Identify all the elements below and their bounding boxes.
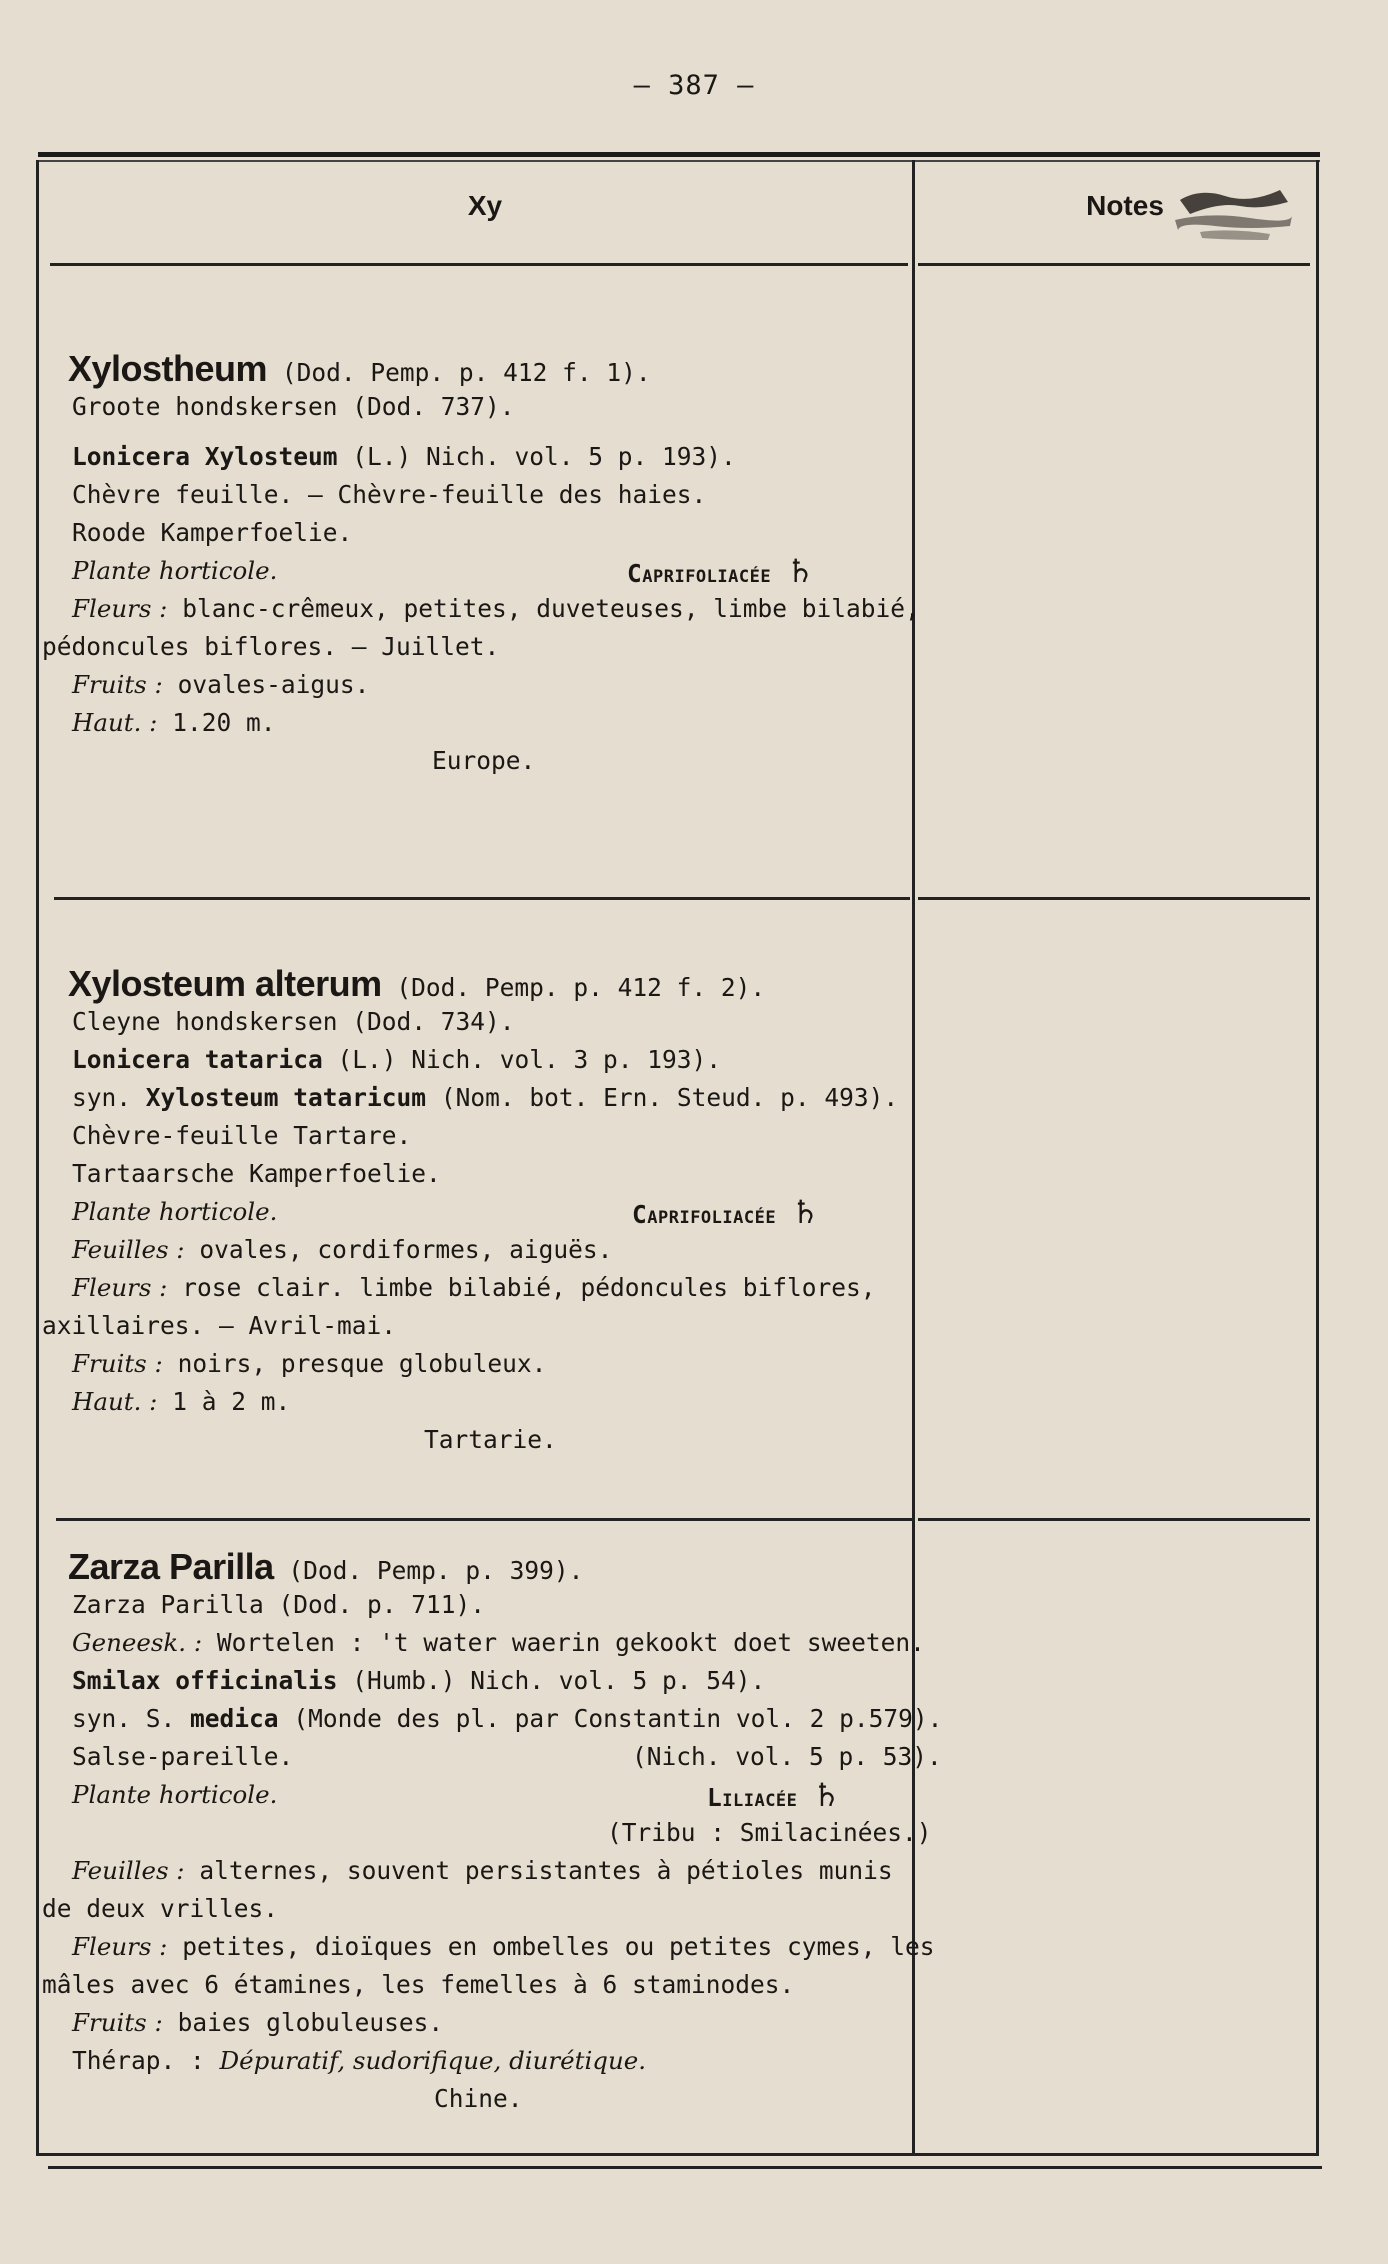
entry-divider-right [918, 1518, 1310, 1521]
feuilles-text: alternes, souvent persistantes à pétioles munis [199, 1856, 893, 1885]
fleurs-text: petites, dioïques en ombelles ou petites cymes, les [182, 1932, 935, 1961]
botanical-name: Smilax officinalis [72, 1666, 338, 1695]
plante-label: Plante horticole. [72, 1780, 278, 1809]
entry-line: Tartaarsche Kamperfoelie. [72, 1159, 441, 1188]
column-divider [912, 160, 915, 2155]
header-divider-left [50, 263, 908, 266]
entry-title-ref: (Dod. Pemp. p. 399). [288, 1556, 584, 1585]
haut-text: 1 à 2 m. [172, 1387, 291, 1416]
fruits-label: Fruits : [72, 1349, 163, 1378]
shrub-symbol-icon: ♄ [790, 1193, 820, 1231]
synonym-ref: (Nom. bot. Ern. Steud. p. 493). [440, 1083, 899, 1112]
fruits-text: noirs, presque globuleux. [177, 1349, 547, 1378]
fleurs-text: rose clair. limbe bilabié, pédoncules biflores, [182, 1273, 876, 1302]
origin: Chine. [434, 2084, 523, 2113]
entry-line: Cleyne hondskersen (Dod. 734). [72, 1007, 515, 1036]
plante-label: Plante horticole. [72, 1197, 278, 1226]
botanical-name: Lonicera Xylosteum [72, 442, 338, 471]
feuilles-label: Feuilles : [72, 1235, 185, 1264]
column-header-notes: Notes [1086, 190, 1164, 221]
fruits-label: Fruits : [72, 670, 163, 699]
origin: Tartarie. [424, 1425, 557, 1454]
geneesk-label: Geneesk. : [72, 1628, 203, 1657]
family-name: Caprifoliacée [627, 559, 772, 588]
therap-text: Dépuratif, sudorifique, diurétique. [219, 2046, 647, 2075]
ink-smudge-icon [1170, 180, 1295, 245]
feuilles-continuation: de deux vrilles. [42, 1894, 279, 1923]
entry-divider-left [56, 1518, 912, 1521]
table-right-border [1316, 160, 1319, 2155]
feuilles-text: ovales, cordiformes, aiguës. [199, 1235, 613, 1264]
table-top-rule-thin [38, 160, 1320, 162]
syn-prefix: syn. S. [72, 1704, 176, 1733]
fleurs-continuation: pédoncules biflores. — Juillet. [42, 632, 500, 661]
botanical-ref: (Humb.) Nich. vol. 5 p. 54). [352, 1666, 766, 1695]
fleurs-label: Fleurs : [72, 1932, 168, 1961]
entry-title-ref: (Dod. Pemp. p. 412 f. 2). [396, 973, 766, 1002]
common-name-ref: (Nich. vol. 5 p. 53). [632, 1742, 942, 1771]
fleurs-label: Fleurs : [72, 594, 168, 623]
table-bottom-border [36, 2153, 1319, 2156]
table-top-rule [38, 152, 1320, 157]
family-name: Liliacée [707, 1783, 798, 1812]
geneesk-text: Wortelen : 't water waerin gekookt doet sweeten. [216, 1628, 925, 1657]
entry-divider-left [54, 897, 910, 900]
fleurs-text: blanc-crêmeux, petites, duveteuses, limbe bilabié, [182, 594, 920, 623]
shrub-symbol-icon: ♄ [785, 552, 815, 590]
entry-xylostheum [42, 348, 920, 780]
page-bottom-rule [48, 2166, 1322, 2169]
haut-label: Haut. : [72, 708, 158, 737]
entry-line: Roode Kamperfoelie. [72, 518, 353, 547]
entry-title: Xylosteum alterum [68, 963, 382, 1004]
fruits-text: ovales-aigus. [177, 670, 370, 699]
therap-label: Thérap. : [72, 2046, 205, 2075]
entry-line: Chèvre-feuille Tartare. [72, 1121, 412, 1150]
entry-line: Chèvre feuille. — Chèvre-feuille des haies. [72, 480, 707, 509]
page-number: — 387 — [633, 70, 755, 101]
header-divider-right [918, 263, 1310, 266]
haut-text: 1.20 m. [172, 708, 276, 737]
entry-title: Xylostheum [68, 348, 268, 389]
shrub-symbol-icon: ♄ [812, 1776, 841, 1814]
entry-line: Groote hondskersen (Dod. 737). [72, 392, 515, 421]
entry-title: Zarza Parilla [68, 1546, 274, 1587]
entry-line: Zarza Parilla (Dod. p. 711). [72, 1590, 486, 1619]
entry-line: Salse-pareille. [72, 1742, 294, 1771]
botanical-ref: (L.) Nich. vol. 3 p. 193). [337, 1045, 722, 1074]
entry-title-ref: (Dod. Pemp. p. 412 f. 1). [281, 358, 651, 387]
synonym-name: medica [190, 1704, 279, 1733]
fleurs-continuation: axillaires. — Avril-mai. [42, 1311, 397, 1340]
origin: Europe. [432, 746, 536, 775]
synonym-name: Xylosteum tataricum [145, 1083, 427, 1112]
fruits-label: Fruits : [72, 2008, 163, 2037]
botanical-name: Lonicera tatarica [72, 1045, 323, 1074]
feuilles-label: Feuilles : [72, 1856, 185, 1885]
entry-xylosteum-alterum [42, 963, 907, 1459]
haut-label: Haut. : [72, 1387, 158, 1416]
column-header-xy: Xy [467, 190, 503, 221]
entry-divider-right [918, 897, 1310, 900]
fleurs-continuation: mâles avec 6 étamines, les femelles à 6 staminodes. [42, 1970, 795, 1999]
botanical-ref: (L.) Nich. vol. 5 p. 193). [352, 442, 736, 471]
plante-label: Plante horticole. [72, 556, 278, 585]
syn-prefix: syn. [72, 1083, 132, 1112]
table-left-border [36, 160, 39, 2155]
family-name: Caprifoliacée [632, 1200, 777, 1229]
tribu: (Tribu : Smilacinées.) [607, 1818, 932, 1847]
fruits-text: baies globuleuses. [177, 2008, 444, 2037]
synonym-ref: (Monde des pl. par Constantin vol. 2 p.579). [293, 1704, 943, 1733]
entry-zarza-parilla [42, 1546, 943, 2118]
fleurs-label: Fleurs : [72, 1273, 168, 1302]
